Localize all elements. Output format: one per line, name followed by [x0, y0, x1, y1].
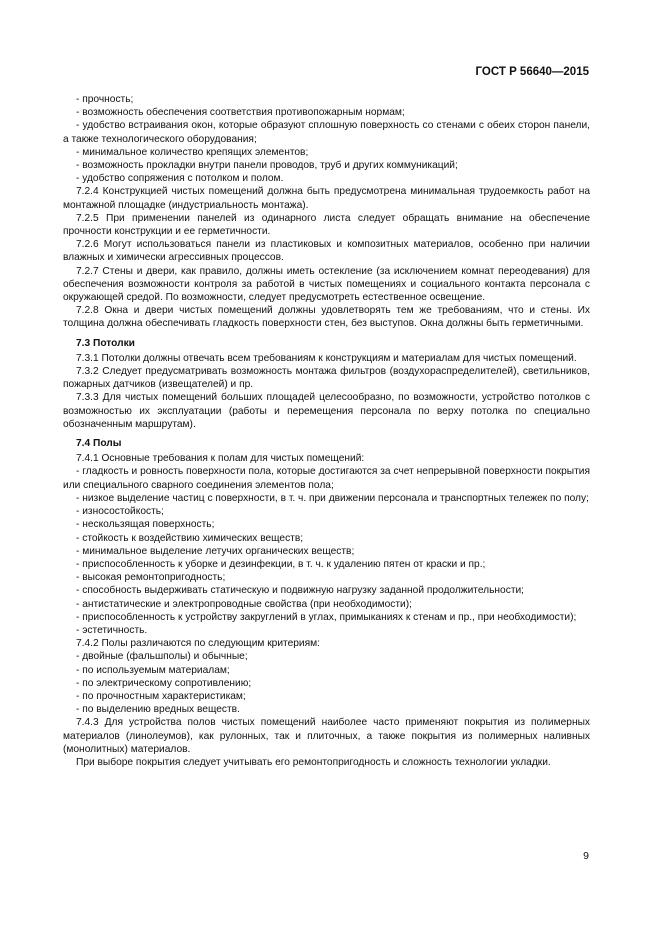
list-item: - удобство встраивания окон, которые образуют сплошную поверхность со стенами с обеих сторон панели, а также технологического оборудования; [63, 120, 590, 145]
list-item: - способность выдерживать статическую и подвижную нагрузку заданной продолжительности; [76, 585, 525, 597]
clause-7-3-1: 7.3.1 Потолки должны отвечать всем требованиям к конструкциям и материалам для чистых помещений. [76, 352, 577, 364]
list-item: - нескользящая поверхность; [76, 519, 215, 531]
clause-7-2-7: 7.2.7 Стены и двери, как правило, должны иметь остекление (за исключением комнат переодевания) для обеспечения возможности контроля за работой в чистых помещениях и социального контакта персонала с окружающей средой. По возможности, следует предусмотреть естественное освещение. [63, 265, 590, 304]
clause-7-2-4: 7.2.4 Конструкцией чистых помещений должна быть предусмотрена минимальная трудоемкость работ на монтажной площадке (индустриальность монтажа). [63, 186, 590, 211]
clause-7-4-1: 7.4.1 Основные требования к полам для чистых помещений: [76, 453, 365, 465]
clause-7-3-3: 7.3.3 Для чистых помещений больших площадей целесообразно, по возможности, устройство потолков с возможностью их эксплуатации (работы и перемещения персонала по верху потолка по специально обозначенным маршрутам). [63, 392, 590, 430]
document-body [63, 93, 590, 769]
clause-7-2-8: 7.2.8 Окна и двери чистых помещений должны удовлетворять тем же требованиям, что и стены. Их толщина должна обеспечивать гладкость поверхности стен, без выступов. Окна должны быть герметичными. [63, 305, 590, 330]
clause-7-4-3: 7.4.3 Для устройства полов чистых помещений наиболее часто применяют покрытия из полимерных материалов (линолеумов), как рулонных, так и плиточных, а также покрытия из полимерных наливных (монолитных) материалов. [63, 717, 590, 755]
list-item: - минимальное количество крепящих элементов; [76, 146, 309, 158]
list-item: - гладкость и ровность поверхности пола, которые достигаются за счет непрерывной поверхности покрытия или специального сварного соединения элементов пола; [63, 466, 590, 491]
section-heading-7-4: 7.4 Полы [76, 438, 122, 450]
list-item: - удобство сопряжения с потолком и полом. [76, 173, 284, 185]
list-item: - антистатические и электропроводные свойства (при необходимости); [76, 598, 412, 610]
list-item: - высокая ремонтопригодность; [76, 572, 226, 584]
section-heading-7-3: 7.3 Потолки [76, 337, 135, 349]
list-item: - приспособленность к устройству закруглений в углах, примыканиях к стенам и пр., при необходимости); [76, 611, 577, 623]
list-item: - возможность прокладки внутри панели проводов, труб и других коммуникаций; [76, 160, 458, 172]
list-item: - по прочностным характеристикам; [76, 690, 246, 702]
list-item: - по используемым материалам; [76, 664, 230, 676]
list-item: - минимальное выделение летучих органических веществ; [76, 545, 355, 557]
page-number: 9 [583, 850, 589, 862]
list-item: - двойные (фальшполы) и обычные; [76, 651, 248, 663]
document-code: ГОСТ Р 56640—2015 [475, 66, 589, 78]
list-item: - по электрическому сопротивлению; [76, 677, 252, 689]
clause-7-2-6: 7.2.6 Могут использоваться панели из пластиковых и композитных материалов, особенно при наличии влажных и химически агрессивных процессов. [63, 239, 590, 264]
list-item: - стойкость к воздействию химических веществ; [76, 532, 304, 544]
list-item: - эстетичность. [76, 624, 148, 636]
clause-7-3-2: 7.3.2 Следует предусматривать возможность монтажа фильтров (воздухораспределителей), светильников, пожарных датчиков (извещателей) и пр. [63, 366, 590, 391]
list-item: - приспособленность к уборке и дезинфекции, в т. ч. к удалению пятен от краски и пр.; [76, 558, 486, 570]
list-item: - прочность; [76, 94, 134, 105]
closing-paragraph: При выборе покрытия следует учитывать его ремонтопригодность и сложность технологии укладки. [76, 756, 551, 768]
list-item: - низкое выделение частиц с поверхности, в т. ч. при движении персонала и транспортных тележек по полу; [76, 492, 589, 504]
clause-7-2-5: 7.2.5 При применении панелей из одинарного листа следует обращать внимание на обеспечение прочности конструкции и ее герметичности. [63, 212, 590, 238]
clause-7-4-2: 7.4.2 Полы различаются по следующим критериям: [76, 638, 320, 650]
list-item: - возможность обеспечения соответствия противопожарным нормам; [76, 107, 405, 119]
list-item: - по выделению вредных веществ. [76, 704, 240, 716]
list-item: - износостойкость; [76, 506, 164, 518]
